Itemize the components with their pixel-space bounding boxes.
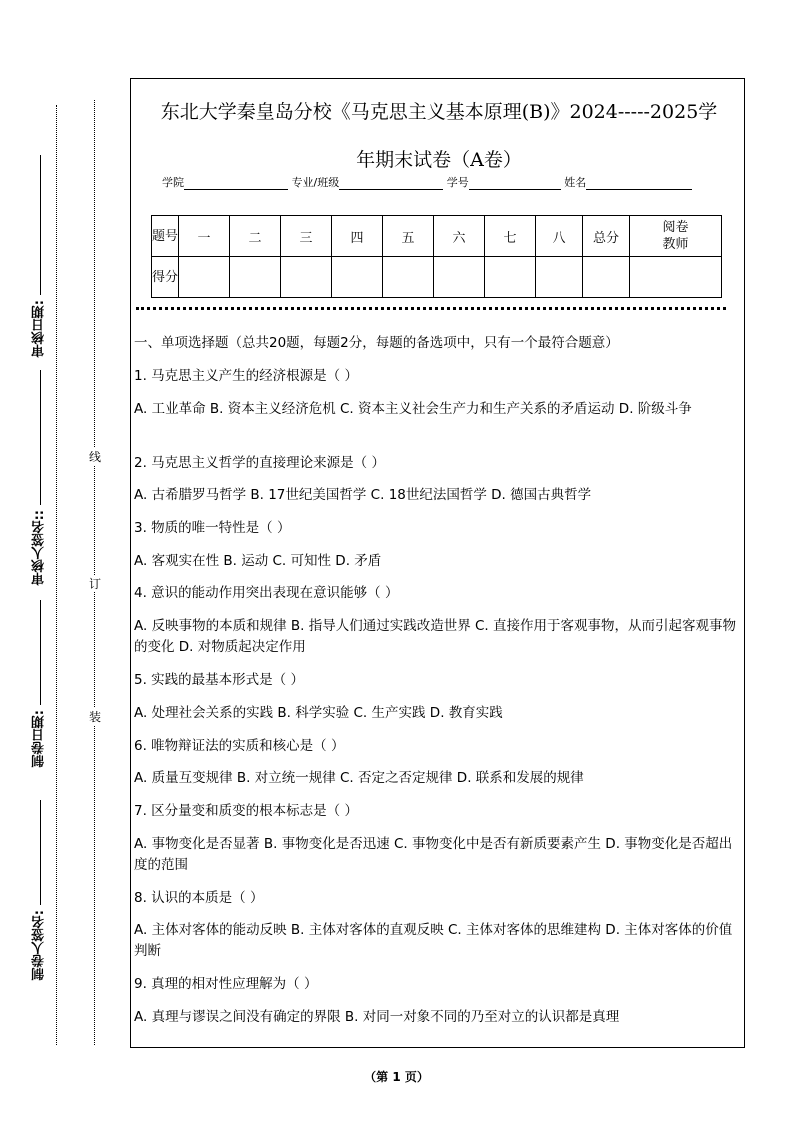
header-cell: 八 <box>536 216 583 257</box>
header-cell: 总分 <box>583 216 630 257</box>
student-info-row <box>162 174 692 190</box>
score-table-header-row <box>152 216 722 257</box>
score-cell[interactable] <box>536 257 583 298</box>
question-stem: 7. 区分量变和质变的根本标志是（ ） <box>134 803 358 819</box>
question-options: A. 工业革命 B. 资本主义经济危机 C. 资本主义社会生产力和生产关系的矛盾运动 D. 阶级斗争 <box>134 401 692 417</box>
question-options: A. 事物变化是否显著 B. 事物变化是否迅速 C. 事物变化中是否有新质要素产生 D. 事物变化是否超出度的范围 <box>134 836 733 873</box>
page-number: （第 1 页） <box>364 1070 429 1084</box>
score-table-score-row <box>152 257 722 298</box>
review-date-label: 审核日期: <box>32 300 47 358</box>
header-cell-reviewer: 阅卷教师 <box>630 216 722 257</box>
binding-dotted-line-inner <box>94 100 95 1045</box>
question-stem: 9. 真理的相对性应理解为（ ） <box>134 976 318 992</box>
question-stem: 1. 马克思主义产生的经济根源是（ ） <box>134 368 358 384</box>
college-field[interactable] <box>184 177 288 190</box>
exam-title <box>134 88 744 184</box>
score-cell[interactable] <box>630 257 722 298</box>
college-label: 学院 <box>162 176 184 189</box>
score-cell[interactable] <box>583 257 630 298</box>
name-field[interactable] <box>586 177 692 190</box>
header-cell: 四 <box>332 216 383 257</box>
make-date-label: 制卷日期: <box>32 710 47 768</box>
student-id-label: 学号 <box>446 176 469 189</box>
section-heading: 一、单项选择题（总共20题，每题2分，每题的备选项中，只有一个最符合题意） <box>134 335 619 351</box>
bind-char-zhuang: 装 <box>89 710 102 724</box>
major-field[interactable] <box>339 177 443 190</box>
make-date-line <box>40 600 41 705</box>
question-options: A. 真理与谬误之间没有确定的界限 B. 对同一对象不同的乃至对立的认识都是真理 <box>134 1009 620 1025</box>
name-label: 姓名 <box>564 176 587 189</box>
header-cell: 三 <box>281 216 332 257</box>
question-options: A. 主体对客体的能动反映 B. 主体对客体的直观反映 C. 主体对客体的思维建构 D. 主体对客体的价值判断 <box>134 922 733 959</box>
major-label: 专业/班级 <box>291 176 340 189</box>
reviewer-sign-line <box>40 370 41 505</box>
bind-char-ding: 订 <box>89 577 102 591</box>
question-options: A. 处理社会关系的实践 B. 科学实验 C. 生产实践 D. 教育实践 <box>134 705 503 721</box>
binding-dotted-line-outer <box>56 105 57 1045</box>
question-options: A. 质量互变规律 B. 对立统一规律 C. 否定之否定规律 D. 联系和发展的规律 <box>134 770 584 786</box>
question-stem: 2. 马克思主义哲学的直接理论来源是（ ） <box>134 455 385 471</box>
row-label-tihao: 题号 <box>152 216 179 257</box>
question-options: A. 古希腊罗马哲学 B. 17世纪美国哲学 C. 18世纪法国哲学 D. 德国古典哲学 <box>134 487 592 503</box>
reviewer-sign-label: 审核人签名:: <box>32 510 47 586</box>
score-cell[interactable] <box>179 257 230 298</box>
header-cell: 五 <box>383 216 434 257</box>
score-cell[interactable] <box>485 257 536 298</box>
row-label-defen: 得分 <box>152 257 179 298</box>
question-options: A. 客观实在性 B. 运动 C. 可知性 D. 矛盾 <box>134 553 382 569</box>
review-date-line <box>40 155 41 295</box>
header-cell: 六 <box>434 216 485 257</box>
maker-sign-label: 制卷人签名: <box>32 910 47 981</box>
header-cell: 二 <box>230 216 281 257</box>
maker-sign-line <box>40 800 41 905</box>
question-stem: 5. 实践的最基本形式是（ ） <box>134 672 304 688</box>
score-table <box>151 215 722 298</box>
score-cell[interactable] <box>230 257 281 298</box>
question-options: A. 反映事物的本质和规律 B. 指导人们通过实践改造世界 C. 直接作用于客观事物，从而引起客观事物的变化 D. 对物质起决定作用 <box>134 618 737 655</box>
question-stem: 6. 唯物辩证法的实质和核心是（ ） <box>134 738 345 754</box>
question-stem: 4. 意识的能动作用突出表现在意识能够（ ） <box>134 585 399 601</box>
bind-char-xian: 线 <box>89 450 102 464</box>
score-cell[interactable] <box>281 257 332 298</box>
question-stem: 8. 认识的本质是（ ） <box>134 890 264 906</box>
title-line-2: 年期末试卷（A卷） <box>356 149 522 171</box>
question-stem: 3. 物质的唯一特性是（ ） <box>134 520 291 536</box>
score-cell[interactable] <box>332 257 383 298</box>
header-cell: 一 <box>179 216 230 257</box>
score-cell[interactable] <box>434 257 485 298</box>
section-separator <box>136 307 726 310</box>
student-id-field[interactable] <box>469 177 561 190</box>
header-cell: 七 <box>485 216 536 257</box>
title-line-1: 东北大学秦皇岛分校《马克思主义基本原理(B)》2024-----2025学 <box>160 101 718 123</box>
score-cell[interactable] <box>383 257 434 298</box>
